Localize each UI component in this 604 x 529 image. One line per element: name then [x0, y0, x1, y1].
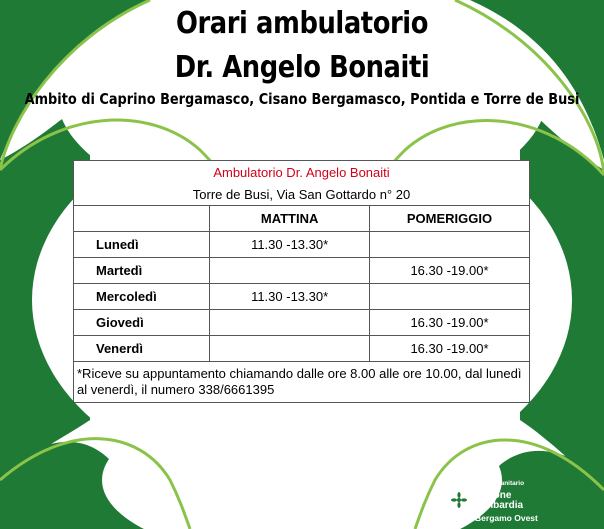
logo-region-line1: Regione — [472, 490, 512, 501]
row-day: Martedì — [74, 258, 210, 284]
appointment-note: *Riceve su appuntamento chiamando dalle ore 8.00 alle ore 10.00, dal lunedì al venerdì, il numero 338/6661395 — [74, 362, 530, 403]
row-afternoon — [369, 232, 529, 258]
lombardy-rose-icon — [450, 490, 468, 510]
row-day: Venerdì — [74, 336, 210, 362]
row-day: Giovedì — [74, 310, 210, 336]
schedule-table — [73, 160, 530, 403]
row-day: Lunedì — [74, 232, 210, 258]
page-title-line1: Orari ambulatorio — [175, 6, 429, 41]
row-morning — [210, 336, 370, 362]
row-morning: 11.30 -13.30* — [210, 232, 370, 258]
row-morning: 11.30 -13.30* — [210, 284, 370, 310]
row-morning — [210, 310, 370, 336]
clinic-address: Torre de Busi, Via San Gottardo n° 20 — [74, 183, 530, 206]
clinic-name: Ambulatorio Dr. Angelo Bonaiti — [74, 161, 530, 184]
row-afternoon: 16.30 -19.00* — [369, 336, 529, 362]
table-row — [74, 284, 530, 310]
row-afternoon: 16.30 -19.00* — [369, 310, 529, 336]
row-afternoon — [369, 284, 529, 310]
page-title-line2: Dr. Angelo Bonaiti — [174, 50, 430, 85]
logo-system-label: Sistema Socio Sanitario — [450, 480, 525, 487]
row-day: Mercoledì — [74, 284, 210, 310]
row-morning — [210, 258, 370, 284]
table-row — [74, 336, 530, 362]
logo-region-line2: Lombardia — [472, 500, 524, 511]
regione-lombardia-logo — [450, 480, 570, 528]
column-header-morning: MATTINA — [210, 206, 370, 232]
logo-asst: ASST Bergamo Ovest — [450, 513, 538, 523]
row-afternoon: 16.30 -19.00* — [369, 258, 529, 284]
table-row — [74, 310, 530, 336]
logo-region-name — [472, 491, 523, 511]
table-row — [74, 258, 530, 284]
page-subtitle: Ambito di Caprino Bergamasco, Cisano Bergamasco, Pontida e Torre de Busi — [24, 90, 580, 108]
column-header-day — [74, 206, 210, 232]
column-header-afternoon: POMERIGGIO — [369, 206, 529, 232]
table-row — [74, 232, 530, 258]
